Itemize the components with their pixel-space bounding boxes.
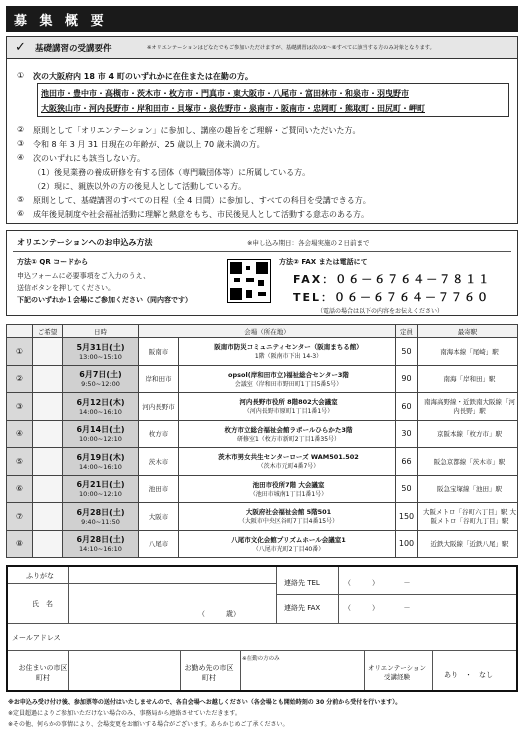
row-number: ④ (7, 420, 33, 448)
capacity-cell: 50 (396, 475, 418, 503)
choice-cell[interactable] (33, 338, 63, 366)
capacity-cell: 30 (396, 420, 418, 448)
venue-cell (179, 393, 396, 421)
station-cell: 近鉄大阪線「近鉄八尾」駅 (418, 530, 518, 558)
city-cell: 阪南市 (139, 338, 179, 366)
requirement-subitem: （2）現に、親族以外の方の後見人として活動している方。 (33, 182, 247, 191)
col-header-choice: ご希望 (33, 325, 63, 338)
venue-cell (179, 420, 396, 448)
datetime-cell (63, 420, 139, 448)
venue-name: 池田市役所7階 大会議室 (252, 480, 325, 489)
city-cell: 枚方市 (139, 420, 179, 448)
session-time: 10:00~12:10 (79, 435, 122, 444)
method1-line: 送信ボタンを押してください。 (17, 284, 115, 292)
capacity-cell: 90 (396, 365, 418, 393)
method2-title: 方法② FAX または電話にて (279, 258, 368, 266)
orientation-choice[interactable]: あり ・ なし (444, 671, 493, 679)
choice-cell[interactable] (33, 448, 63, 476)
table-row (7, 365, 518, 393)
datetime-cell (63, 475, 139, 503)
apply-deadline-note: ※申し込み期日：各会場実施の２日前まで (247, 239, 370, 247)
session-date: 6月21日(土) (76, 480, 125, 490)
venue-cell (179, 475, 396, 503)
session-date: 6月7日(土) (79, 370, 122, 380)
venue-address: （茨木市元町4番7号） (257, 463, 320, 471)
requirements-box (6, 36, 518, 224)
qr-code-icon[interactable] (227, 259, 271, 303)
tel-label: 連絡先 TEL (284, 579, 320, 587)
requirements-title: 基礎講習の受講要件 (35, 44, 112, 54)
form-line (364, 650, 365, 690)
requirement-item: 令和 8 年 3 月 31 日現在の年齢が、25 歳以上 70 歳未満の方。 (33, 140, 265, 149)
form-line (8, 650, 516, 651)
name-label: 氏 名 (32, 600, 53, 608)
venue-address: 研修室1（枚方市新町2丁目1番35号） (236, 435, 341, 443)
venue-cell (179, 448, 396, 476)
venue-address: （大阪市中央区谷町7丁目4番15号） (238, 518, 339, 526)
form-line (338, 567, 339, 623)
cities-line: 大阪狭山市・河内長野市・岸和田市・貝塚市・泉佐野市・泉南市・阪南市・忠岡町・熊取町・田尻町・岬町 (41, 104, 425, 113)
venue-address: （河内長野市原町1丁目1番1号） (243, 408, 334, 416)
tel-field[interactable]: （ ） － (344, 579, 411, 587)
session-time: 14:10~16:10 (79, 545, 122, 554)
email-label: メールアドレス (12, 634, 61, 642)
venue-address: （池田市城南1丁目1番1号） (249, 490, 328, 498)
table-row (7, 393, 518, 421)
section-header (6, 6, 518, 32)
capacity-cell: 50 (396, 338, 418, 366)
work-note: ※在勤の方のみ (242, 656, 280, 662)
cities-line: 池田市・豊中市・高槻市・茨木市・枚方市・門真市・東大阪市・八尾市・富田林市・和泉市・羽曳野市 (41, 89, 409, 98)
requirements-header (7, 37, 517, 59)
city-cell: 八尾市 (139, 530, 179, 558)
form-line (276, 594, 516, 595)
divider (13, 251, 511, 252)
schedule-table (6, 324, 518, 558)
station-cell: 阪急京都線「茨木市」駅 (418, 448, 518, 476)
session-time: 13:00~15:10 (79, 352, 122, 361)
footnote: ※お申込み受け付け後、参加票等の送付はいたしませんので、各自会場へお越しください（各会場とも開始時刻の 30 分前から受付を行います）。 (8, 699, 402, 706)
checkmark-icon: ✓ (15, 40, 26, 55)
section-title: 募 集 概 要 (14, 14, 108, 29)
item-number: ② (17, 125, 25, 134)
row-number: ② (7, 365, 33, 393)
fax-label: 連絡先 FAX (284, 604, 321, 612)
row-number: ⑦ (7, 503, 33, 531)
footnote: ※定員超過によりご参加いただけない場合のみ、事務局から連絡させていただきます。 (8, 710, 241, 717)
method1-line: 下記のいずれか１会場にご参加ください（同内容です） (17, 296, 192, 304)
apply-box (6, 230, 518, 316)
venue-name: opsol(岸和田市立)福祉総合センター3階 (228, 370, 349, 379)
form-line (240, 650, 241, 690)
venue-name: 大阪府社会福祉会館 5階501 (245, 508, 332, 517)
col-header-venue: 会場（所在地） (139, 325, 396, 338)
form-line (8, 583, 276, 584)
row-number: ③ (7, 393, 33, 421)
col-header-station: 最寄駅 (418, 325, 518, 338)
station-cell: 南海本線「尾崎」駅 (418, 338, 518, 366)
session-date: 5月31日(土) (76, 342, 125, 352)
tel-number: TEL：０６－６７６４－７７６０ (293, 291, 491, 304)
city-cell: 茨木市 (139, 448, 179, 476)
station-cell: 大阪メトロ「谷町六丁目」駅 大阪メトロ「谷町九丁目」駅 (418, 503, 518, 531)
row-number: ① (7, 338, 33, 366)
table-row (7, 530, 518, 558)
residence-label: お住まいの市区町村 (18, 664, 68, 682)
city-cell: 大阪市 (139, 503, 179, 531)
datetime-cell (63, 530, 139, 558)
form-line (8, 623, 516, 624)
choice-cell[interactable] (33, 365, 63, 393)
city-cell: 池田市 (139, 475, 179, 503)
requirement-item: 原則として、基礎講習のすべての日程（全 4 日間）に参加し、すべての科目を受講できる方。 (33, 196, 371, 205)
venue-name: 河内長野市役所 8階802大会議室 (239, 398, 338, 407)
col-header-capacity: 定員 (396, 325, 418, 338)
capacity-cell: 60 (396, 393, 418, 421)
fax-number: FAX：０６－６７６４－７８１１ (293, 273, 492, 286)
venue-address: （八尾市光町2丁目40番） (252, 545, 325, 553)
form-line (180, 650, 181, 690)
capacity-cell: 66 (396, 448, 418, 476)
choice-cell[interactable] (33, 503, 63, 531)
station-cell: 京阪本線「枚方市」駅 (418, 420, 518, 448)
col-header-no (7, 325, 33, 338)
station-cell: 南海「岸和田」駅 (418, 365, 518, 393)
requirements-note: ※オリエンテーションはどなたでもご参加いただけますが、基礎講習は次の①～⑥すべてに該当する方のみ対象となります。 (147, 45, 435, 51)
footnotes (8, 697, 401, 730)
requirement-item: 次の大阪府内 18 市 4 町のいずれかに在住または在勤の方。 (33, 72, 253, 81)
venue-address: 1階（阪南市下出 14-3） (254, 353, 323, 361)
session-time: 14:00~16:10 (79, 407, 122, 416)
session-date: 6月28日(土) (76, 535, 125, 545)
session-time: 10:00~12:10 (79, 490, 122, 499)
choice-cell[interactable] (33, 420, 63, 448)
phone-note: （電話の場合は以下の内容をお伝えください） (317, 308, 444, 315)
datetime-cell (63, 365, 139, 393)
apply-title: オリエンテーションへのお申込み方法 (17, 238, 153, 247)
furigana-label: ふりがな (26, 572, 54, 580)
venue-cell (179, 338, 396, 366)
form-line (432, 650, 433, 690)
form-line (276, 567, 277, 623)
venue-cell (179, 365, 396, 393)
session-date: 6月19日(木) (76, 452, 125, 462)
session-time: 9:50~12:00 (81, 380, 120, 389)
venue-cell (179, 530, 396, 558)
work-label: お勤め先の市区町村 (184, 664, 234, 682)
datetime-cell (63, 393, 139, 421)
venue-name: 茨木市男女共生センターローズ WAM501.502 (218, 453, 359, 462)
venue-address: 会議室（岸和田市野田町1丁目5番5号） (234, 380, 343, 388)
session-date: 6月14日(土) (76, 425, 125, 435)
venue-name: 阪南市防災コミュニティセンター（阪南まちる館） (214, 343, 363, 352)
datetime-cell (63, 448, 139, 476)
datetime-cell (63, 503, 139, 531)
footnote: ※その他、何らかの事情により、会場変更をお願いする場合がございます。あらかじめご了承ください。 (8, 721, 289, 728)
method1-line: 申込フォームに必要事項をご入力のうえ、 (17, 272, 151, 280)
table-row (7, 448, 518, 476)
table-row (7, 338, 518, 366)
capacity-cell: 100 (396, 530, 418, 558)
row-number: ⑧ (7, 530, 33, 558)
table-row (7, 503, 518, 531)
age-field[interactable]: （ 歳） (198, 610, 240, 618)
fax-field[interactable]: （ ） － (344, 604, 411, 612)
session-time: 9:40~11:50 (81, 517, 120, 526)
col-header-datetime: 日時 (63, 325, 139, 338)
orientation-label: オリエンテーション受講経験 (367, 664, 427, 681)
requirement-subitem: （1）後見業務の養成研修を有する団体（専門職団体等）に所属している方。 (33, 168, 311, 177)
session-date: 6月12日(木) (76, 397, 125, 407)
capacity-cell: 150 (396, 503, 418, 531)
item-number: ⑤ (17, 195, 25, 204)
item-number: ⑥ (17, 209, 25, 218)
row-number: ⑤ (7, 448, 33, 476)
form-line (68, 567, 69, 623)
station-cell: 南海高野線・近鉄南大阪線「河内長野」駅 (418, 393, 518, 421)
application-form (6, 565, 518, 692)
row-number: ⑥ (7, 475, 33, 503)
requirement-item: 成年後見制度や社会福祉活動に理解と熱意をもち、市民後見人として活動する意志のある方。 (33, 210, 369, 219)
cities-box (37, 83, 509, 117)
item-number: ④ (17, 153, 25, 162)
venue-cell (179, 503, 396, 531)
city-cell: 岸和田市 (139, 365, 179, 393)
choice-cell[interactable] (33, 393, 63, 421)
table-row (7, 420, 518, 448)
session-time: 14:00~16:10 (79, 462, 122, 471)
datetime-cell (63, 338, 139, 366)
venue-name: 枚方市立総合福祉会館ラポールひらかた3階 (224, 425, 353, 434)
choice-cell[interactable] (33, 530, 63, 558)
table-row (7, 475, 518, 503)
requirement-item: 次のいずれにも該当しない方。 (33, 154, 145, 163)
session-date: 6月28日(土) (76, 507, 125, 517)
requirement-item: 原則として「オリエンテーション」に参加し、講座の趣旨をご理解・ご賛同いただいた方。 (33, 126, 361, 135)
station-cell: 阪急宝塚線「池田」駅 (418, 475, 518, 503)
choice-cell[interactable] (33, 475, 63, 503)
method1-title: 方法① QR コードから (17, 258, 89, 266)
city-cell: 河内長野市 (139, 393, 179, 421)
form-line (68, 650, 69, 690)
venue-name: 八尾市文化会館プリズムホール会議室1 (231, 535, 346, 544)
item-number: ① (17, 71, 25, 80)
item-number: ③ (17, 139, 25, 148)
table-header-row (7, 325, 518, 338)
